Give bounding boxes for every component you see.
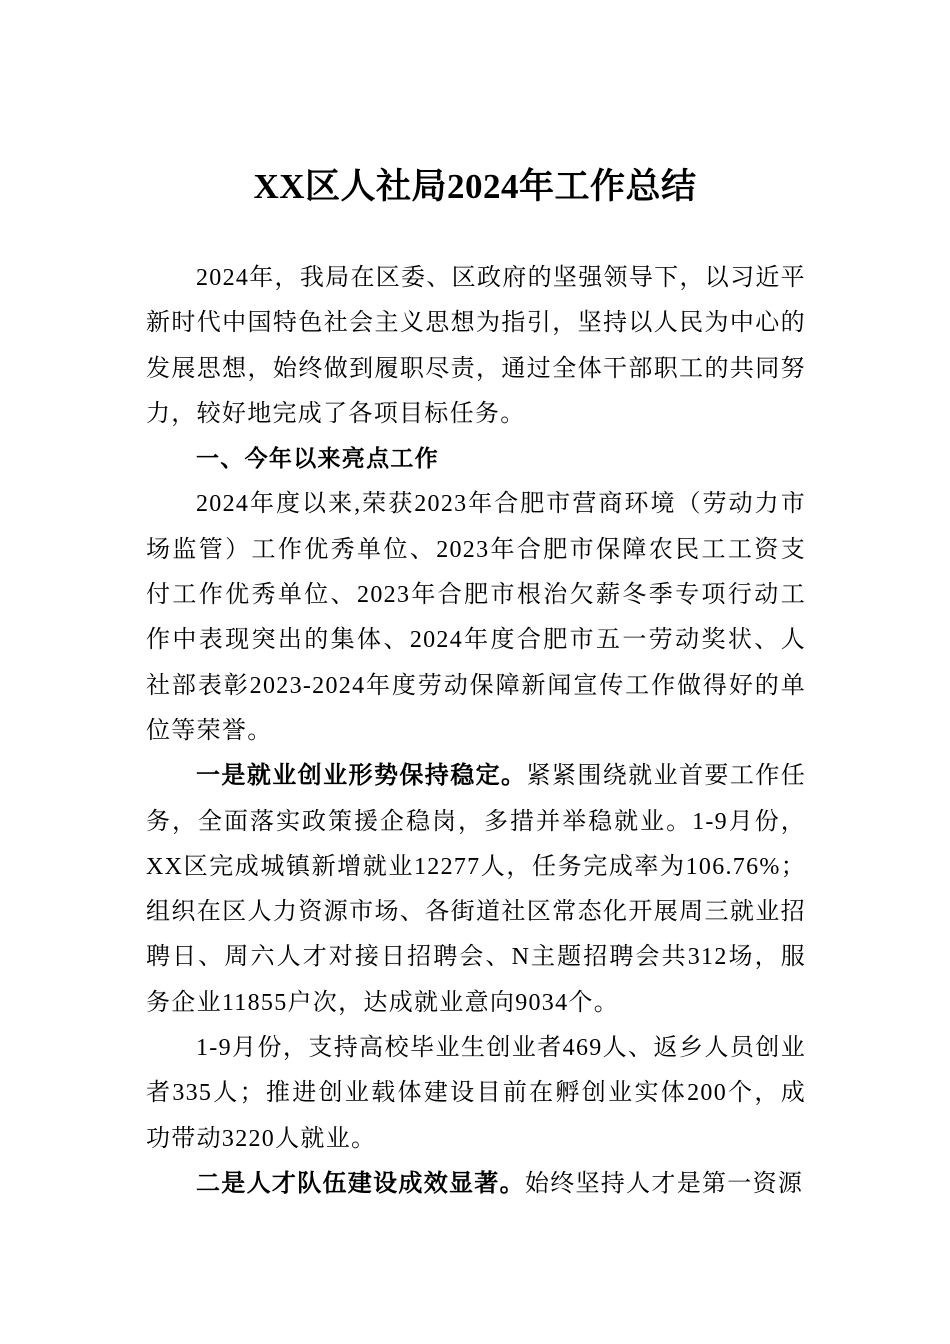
point-one-text: 紧紧围绕就业首要工作任务，全面落实政策援企稳岗，多措并举稳就业。1-9月份，XX区完成城镇新增就业12277人，任务完成率为106.76%；组织在区人力资源市场、各街道社区常态化开展周三就业招聘日、周六人才对接日招聘会、N主题招聘会共312场，服务企业11855户次，达成就业意向9034个。 — [146, 763, 806, 1016]
intro-paragraph: 2024年，我局在区委、区政府的坚强领导下，以习近平新时代中国特色社会主义思想为指引，坚持以人民为中心的发展思想，始终做到履职尽责，通过全体干部职工的共同努力，较好地完成了各项目标任务。 — [146, 265, 806, 427]
entrepreneurship-paragraph: 1-9月份，支持高校毕业生创业者469人、返乡人员创业者335人；推进创业载体建设目前在孵创业实体200个，成功带动3220人就业。 — [146, 1035, 806, 1152]
point-two-text: 始终坚持人才是第一资源 — [524, 1170, 804, 1197]
section-heading: 一、今年以来亮点工作 — [196, 446, 439, 473]
honors-paragraph: 2024年度以来,荣获2023年合肥市营商环境（劳动力市场监管）工作优秀单位、2023年合肥市保障农民工工资支付工作优秀单位、2023年合肥市根治欠薪冬季专项行动工作中表现突出的集体、2024年度合肥市五一劳动奖状、人社部表彰2023-2024年度劳动保障新闻宣传工作做得好的单位等荣誉。 — [146, 491, 806, 744]
point-two-lead: 二是人才队伍建设成效显著。 — [196, 1170, 525, 1197]
point-one-paragraph — [146, 754, 806, 1026]
point-one-lead: 一是就业创业形势保持稳定。 — [196, 763, 527, 790]
point-two-paragraph — [146, 1162, 806, 1207]
document-title: XX区人社局2024年工作总结 — [253, 167, 697, 206]
document-body — [146, 256, 806, 1207]
